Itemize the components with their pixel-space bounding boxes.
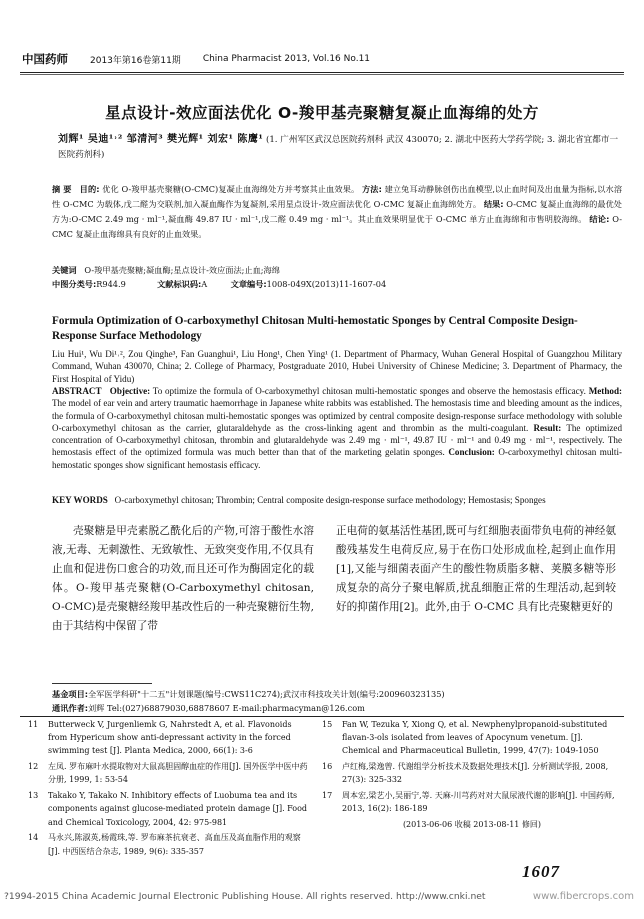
journal-header [22,48,624,70]
en-objective: To optimize the formula of O-carboxymethyl chitosan multi-hemostatic sponges and observe the hemostasis efficacy. [152,386,586,396]
reference-item [322,789,622,815]
reference-number: 15 [322,720,333,729]
body-column-left: 壳聚糖是甲壳素脱乙酰化后的产物,可溶于酸性水溶液,无毒、无刺激性、无致敏性、无致突变作用,不仅具有止血和促进伤口愈合的功效,而且还可作为酶固定化的载体。O-羧甲基壳聚糖(O-Carboxymethyl chitosan, O-CMC)是壳聚糖经羧甲基改性后的一种壳聚糖衍生物,由于其结构中保留了带 [52,525,314,632]
article-id-label: 文章编号: [230,278,267,289]
reference-text: 左凤. 罗布麻叶水提取物对大鼠高胆固醇血症的作用[J]. 国外医学中医中药分册, 1999, 1: 53-54 [48,762,308,785]
en-conclusion: O-carboxymethyl chitosan multi-hemostatic sponges show significant hemostasis efficacy. [52,447,622,470]
cn-conclusion-label: 结论: [589,214,610,224]
reference-number: 13 [28,791,39,801]
corresponding-author-label: 通讯作者: [52,703,89,713]
page-number: 1607 [522,862,560,881]
journal-name: 中国药师 [22,52,68,66]
en-abstract-label: ABSTRACT [52,386,102,396]
reference-number: 17 [322,791,333,801]
header-rule-thin [20,74,624,75]
reference-item [322,760,622,786]
cn-objective: 优化 O-羧甲基壳聚糖(O-CMC)复凝止血海绵处方并考察其止血效果。 [102,184,360,194]
reference-number: 11 [28,720,39,729]
reference-item [28,789,308,829]
issue-cn: 2013年第16卷第11期 [90,55,181,66]
cn-authors [58,132,622,163]
issue-en: China Pharmacist 2013, Vol.16 No.11 [202,54,371,64]
reference-text: 卢红梅,梁逸曾. 代谢组学分析技术及数据处理技术[J]. 分析测试学报, 2008, 27(3): 325-332 [342,762,609,785]
cn-affiliation: (1. 广州军区武汉总医院药剂科 武汉 430070; 2. 湖北中医药大学药学院; 3. 湖北省宜都市一医院药剂科) [58,135,619,160]
cn-keywords: O-羧甲基壳聚糖;凝血酶;星点设计-效应面法;止血;海绵 [84,265,280,275]
reference-item [28,760,308,786]
references-left [28,718,308,860]
received-dates: (2013-06-06 收稿 2013-08-11 修回) [402,820,542,830]
cn-result-label: 结果: [483,199,504,209]
en-method: The model of ear vein and artery traumatic haemorrhage in Japanese white rabbits was established. The hemostasis time and bleeding amount as the indices, the formula of O-carboxymethyl chitosan multi-hemostatic sponges was optimized by central composite design-response surface methodology with soluble O-carboxymethyl chitosan as the carrier, glutaraldehyde as the cross-linking agent and thrombin as the multi-coagulant. [52,398,622,433]
en-title: Formula Optimization of O-carboxymethyl Chitosan Multi-hemostatic Sponges by Central Composite Design-Response Surface Methodology [52,315,578,342]
en-conclusion-label: Conclusion: [448,447,495,458]
doc-code-label: 文献标识码: [157,278,202,289]
doc-code-value: A [201,278,208,289]
reference-text: 周本宏,梁艺小,吴丽宁,等. 天麻-川芎药对对大鼠尿液代谢的影响[J]. 中国药师, 2013, 16(2): 186-189 [342,791,615,814]
reference-item [28,831,308,857]
cn-method-label: 方法: [362,184,382,194]
en-method-label: Method: [588,386,623,396]
en-keywords: O-carboxymethyl chitosan; Thrombin; Central composite design-response surface methodology; Hemostasis; Sponges [114,495,546,505]
en-keywords-block [52,494,622,506]
reference-number: 14 [28,833,39,843]
cn-abstract-label: 摘 要 [52,184,72,194]
corresponding-author: 刘辉 Tel:(027)68879030,68878607 E-mail:pharmacyman@126.com [88,703,365,713]
reference-number: 16 [322,762,333,772]
fund-label: 基金项目: [52,689,89,699]
reference-text: Fan W, Tezuka Y, Xiong Q, et al. Newphenylpropanoid-substituted flavan-3-ols isolated from leaves of Apocynum venetum. [J]. Chemical and Pharmaceutical Bulletin, 1999, 47(7): 1049-1050 [342,720,608,756]
en-keywords-label: KEY WORDS [52,495,108,505]
copyright-line[interactable]: ?1994-2015 China Academic Journal Electronic Publishing House. All rights reserved. http://www.cnki.net [4,890,486,902]
references-rule [20,716,624,717]
reference-text: 马永兴,陈淑英,杨霞珠,等. 罗布麻茶抗衰老、高血压及高血脂作用的观察[J]. 中西医结合杂志, 1989, 9(6): 335-357 [48,833,301,856]
en-objective-label: Objective: [109,386,151,396]
references-right [322,718,622,831]
watermark: www.fibercrops.com [532,890,634,902]
reference-item [322,718,622,758]
article-id-value: 1008-049X(2013)11-1607-04 [266,278,387,289]
footnote-rule [52,683,152,684]
reference-number: 12 [28,762,39,772]
header-rule [20,72,624,73]
body-column-right: 正电荷的氨基活性基团,既可与红细胞表面带负电荷的神经氨酸残基发生电荷反应,易于在伤口处形成血栓,起到止血作用[1],又能与细菌表面产生的酸性物质脂多糖、荚膜多糖等形成复杂的高分子聚电解质,扰乱细胞正常的生理活动,起到较好的抑菌作用[2]。此外,由于 O-CMC 具有比壳聚糖更好的 [336,525,616,613]
reference-text: Takako Y, Takako N. Inhibitory effects of Luobuma tea and its components against glucose-mediated protein damage [J]. Food and Chemical Toxicology, 2004, 42: 975-981 [48,791,308,827]
clc-value: R944.9 [96,278,126,289]
cn-keywords-label: 关键词 [52,265,77,275]
en-authors: Liu Hui¹, Wu Di¹˒², Zou Qinghe³, Fan Guanghui¹, Liu Hong¹, Chen Ying¹ (1. Department of Pharmacy, Wuhan General Hospital of Guangzhou Military Command, Wuhan 430070, China; 2. College of Pharmacy, Postgraduate 2010, Hubei University of Chinese Medicine; 3. Department of Pharmacy, the First Hospital of Yidu) [52,349,622,384]
cn-conclusion: O-CMC 复凝止血海绵具有良好的止血效果。 [52,214,623,239]
cn-result: O-CMC 复凝止血海绵的最优处方为:O-CMC 2.49 mg · ml⁻¹,凝血酶 49.87 IU · ml⁻¹,戊二醛 0.49 mg · ml⁻¹。其止血效果明显优于 O-CMC 单方止血海绵和市售明胶海绵。 [52,199,622,224]
en-result-label: Result: [533,422,562,433]
footnote [52,687,622,715]
reference-item [28,718,308,758]
cn-keywords-block [52,264,622,291]
en-result: The optimized concentration of O-carboxymethyl chitosan, thrombin and glutaraldehyde was 2.49 mg · ml⁻¹, 49.87 IU · ml⁻¹ and 0.49 mg · ml⁻¹, respectively. The hemostasis effect of the optimized formula was much better than that of the marketing gelatin sponges. [52,422,623,458]
cn-author-names: 刘辉¹ 吴迪¹˒² 邹清河³ 樊光辉¹ 刘宏¹ 陈鹰¹ [58,134,264,145]
cn-method: 建立兔耳动静脉创伤出血模型,以止血时间及出血量为指标,以水溶性 O-CMC 为载体,戊二醛为交联剂,加入凝血酶作为复凝剂,采用星点设计-效应面法优化 O-CMC 复凝止血海绵处方。 [52,184,623,209]
references-right-list [322,718,622,816]
fund-text: 全军医学科研"十二五"计划课题(编号:CWS11C274);武汉市科技攻关计划(编号:200960323135) [88,689,445,699]
clc-label: 中图分类号: [52,278,97,289]
en-abstract [52,385,622,471]
reference-text: Butterweck V, Jurgenliemk G, Nahrstedt A, et al. Flavonoids from Hypericum show anti-depressant activity in the forced swimming test [J]. Planta Medica, 2000, 66(1): 3-6 [48,720,292,756]
cn-objective-label: 目的: [79,184,100,194]
cn-abstract [52,182,622,242]
cn-title: 星点设计-效应面法优化 O-羧甲基壳聚糖复凝止血海绵的处方 [105,104,539,122]
page-footer [0,885,644,907]
